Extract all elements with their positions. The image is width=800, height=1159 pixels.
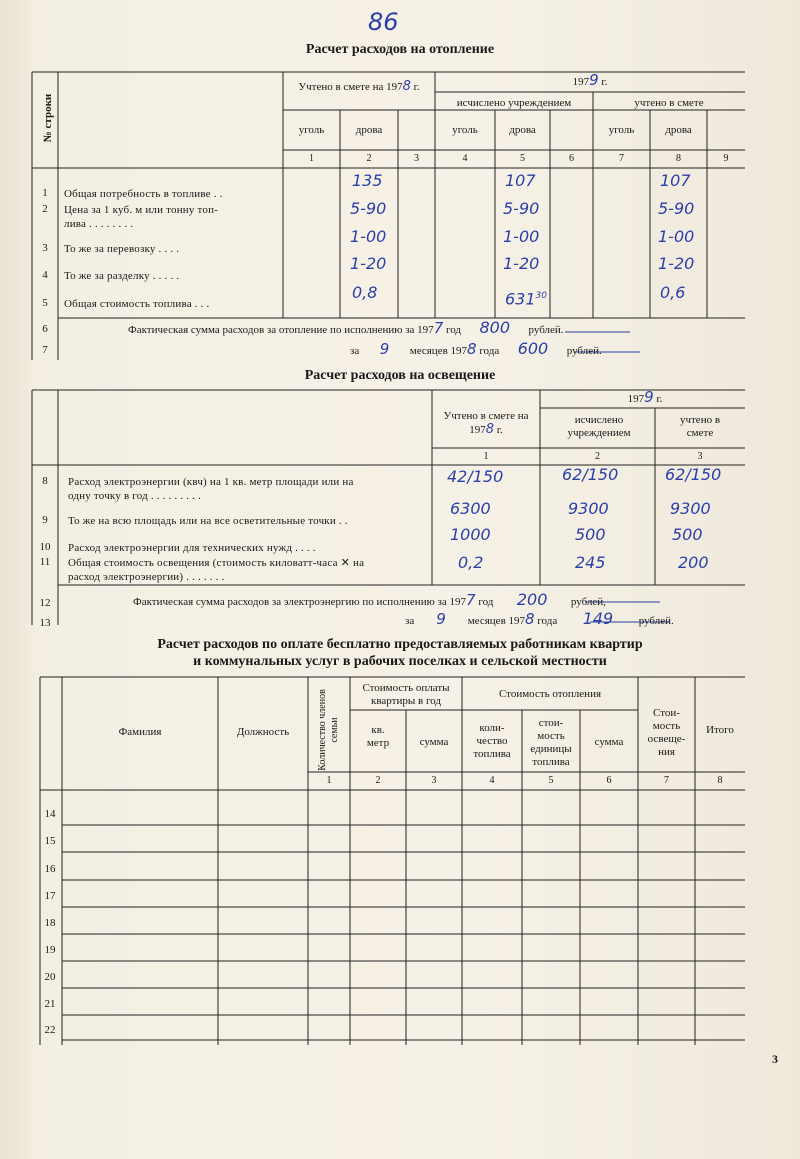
heating-col-num: 6 [569, 153, 574, 164]
lighting-value: 42/150 [447, 467, 504, 486]
heating-value: 1-00 [658, 227, 695, 246]
housing-col-lighting: Стои- мость освеще- ния [647, 707, 686, 758]
lighting-fact-line-13: за 9 месяцев 1978 года 149 рублей. [405, 609, 674, 628]
housing-col-num: 8 [717, 775, 723, 786]
lighting-value: 200 [678, 553, 709, 572]
housing-col-sqm: кв. метр [366, 724, 390, 749]
lighting-row-label: То же на всю площадь или на все осветительные точки . . [68, 515, 348, 527]
row-number: 5 [42, 297, 48, 309]
row-number: 9 [42, 514, 48, 526]
heating-coal-1: уголь [298, 124, 325, 136]
lighting-col-num: 2 [595, 451, 600, 462]
lighting-fact-line-12: Фактическая сумма расходов за электроэнергию по исполнению за 1977 год 200 рублей, [133, 590, 606, 609]
housing-col-num: 3 [431, 775, 437, 786]
row-number-header: № строки [42, 93, 54, 143]
heating-row-label: Общая потребность в топливе . . [64, 188, 223, 200]
lighting-row-label-cont: расход электроэнергии) . . . . . . . [68, 571, 225, 583]
row-number: 2 [42, 203, 48, 215]
heating-row-label: Цена за 1 куб. м или тонну топ- [64, 204, 219, 216]
lighting-value: 9300 [670, 499, 711, 518]
lighting-value: 9300 [568, 499, 609, 518]
housing-col-rent: Стоимость оплаты квартиры в год [362, 682, 450, 707]
heating-row-label: То же за перевозку . . . . [64, 243, 180, 255]
housing-title-line2: и коммунальных услуг в рабочих поселках и сельской местности [193, 654, 607, 669]
lighting-in-estimate: учтено в смете [679, 414, 721, 439]
heating-value: 5-90 [350, 199, 387, 218]
heating-col-num: 2 [366, 153, 372, 164]
heating-value: 5-90 [503, 199, 540, 218]
heating-institution: исчислено учреждением [456, 97, 572, 109]
lighting-value: 1000 [450, 525, 491, 544]
housing-col-surname: Фамилия [118, 726, 162, 738]
housing-title-line1: Расчет расходов по оплате бесплатно предоставляемых работникам квартир [157, 637, 643, 652]
heating-year-label: 1979 г. [572, 71, 608, 89]
row-number: 20 [44, 971, 56, 983]
housing-col-num: 6 [606, 775, 612, 786]
row-number: 8 [42, 475, 48, 487]
lighting-value: 62/150 [562, 465, 619, 484]
row-number: 1 [42, 187, 48, 199]
heating-col-num: 8 [676, 153, 681, 164]
heating-value: 107 [505, 171, 536, 190]
lighting-col-num: 1 [483, 451, 489, 462]
housing-col-num: 7 [664, 775, 669, 786]
lighting-year-label: 1979 г. [627, 388, 663, 406]
heating-value: $631^{30}$ [505, 289, 547, 309]
heating-row-label: То же за разделку . . . . . [64, 270, 180, 282]
row-number: 10 [39, 541, 51, 553]
heating-wood-2: дрова [509, 124, 536, 136]
housing-col-num: 1 [326, 775, 332, 786]
housing-col-num: 4 [489, 775, 495, 786]
lighting-col-num: 3 [697, 451, 703, 462]
heating-wood-3: дрова [665, 124, 692, 136]
heating-col-num: 4 [462, 153, 468, 164]
heating-value: 107 [660, 171, 691, 190]
housing-col-qty: коли- чество топлива [473, 722, 511, 760]
lighting-institution: исчислено учреждением [567, 414, 631, 439]
heating-coal-3: уголь [608, 124, 635, 136]
heating-col-num: 5 [520, 153, 525, 164]
heating-row-label: Общая стоимость топлива . . . [64, 298, 210, 310]
row-number: 17 [44, 890, 56, 902]
page-number: 3 [772, 1052, 778, 1066]
row-number: 14 [44, 808, 56, 820]
row-number: 22 [44, 1024, 56, 1036]
housing-col-total: Итого [706, 724, 734, 736]
row-number: 6 [42, 323, 48, 335]
row-number: 7 [42, 344, 48, 356]
lighting-row-label: Расход электроэнергии для технических нужд . . . . [68, 542, 316, 554]
heating-value: 1-20 [350, 254, 387, 273]
heating-value: 135 [352, 171, 383, 190]
row-number: 11 [39, 556, 51, 568]
housing-col-family: Количество членов семьи [317, 689, 340, 771]
housing-col-heating: Стоимость отопления [498, 688, 602, 700]
row-number: 18 [44, 917, 56, 929]
lighting-title: Расчет расходов на освещение [304, 368, 496, 383]
heating-title: Расчет расходов на отопление [305, 42, 495, 57]
heating-coal-2: уголь [452, 124, 478, 136]
lighting-row-label-cont: одну точку в год . . . . . . . . . [68, 490, 202, 502]
heating-value: 1-00 [350, 227, 387, 246]
housing-col-num: 5 [548, 775, 554, 786]
heating-in-estimate: учтено в смете [634, 97, 704, 109]
row-number: 13 [39, 617, 51, 629]
lighting-est-label: Учтено в смете на 1978 г. [443, 410, 529, 437]
heating-value: 1-00 [503, 227, 540, 246]
row-number: 12 [39, 597, 51, 609]
heating-est-label: Учтено в смете на 1978 г. [298, 79, 420, 94]
heating-value: 1-20 [503, 254, 540, 273]
lighting-row-label: Расход электроэнергии (квч) на 1 кв. метр площади или на [68, 476, 354, 488]
housing-col-num: 2 [375, 775, 381, 786]
lighting-value: 500 [575, 525, 606, 544]
lighting-value: 500 [672, 525, 703, 544]
lighting-value: 0,2 [458, 553, 484, 572]
housing-col-position: Должность [236, 726, 290, 738]
heating-col-num: 9 [723, 153, 729, 164]
heating-fact-line-7: за 9 месяцев 1978 года 600 рублей. [350, 339, 602, 358]
heating-row-label-cont: лива . . . . . . . . [64, 218, 134, 230]
row-number: 19 [44, 944, 56, 956]
heating-col-num: 7 [619, 153, 624, 164]
housing-col-unit-cost: стои- мость единицы топлива [530, 717, 572, 768]
lighting-row-label: Общая стоимость освещения (стоимость киловатт-часа ✕ на [68, 557, 365, 569]
lighting-value: 6300 [450, 499, 491, 518]
heating-col-num: 3 [414, 153, 419, 164]
heating-value: 0,8 [352, 283, 378, 302]
heating-fact-line-6: Фактическая сумма расходов за отопление по исполнению за 1977 год 800 рублей. [128, 318, 564, 337]
heating-value: 0,6 [660, 283, 686, 302]
row-number: 16 [44, 863, 56, 875]
row-number: 3 [42, 242, 48, 254]
lighting-value: 245 [575, 553, 606, 572]
heating-value: 1-20 [658, 254, 695, 273]
housing-col-sum2: сумма [594, 736, 624, 748]
heating-wood-1: дрова [355, 124, 383, 136]
page-mark: 86 [368, 8, 399, 36]
row-number: 21 [44, 998, 56, 1010]
housing-col-sum: сумма [419, 736, 449, 748]
heating-value: 5-90 [658, 199, 695, 218]
lighting-value: 62/150 [665, 465, 722, 484]
heating-col-num: 1 [309, 153, 314, 164]
row-number: 15 [44, 835, 56, 847]
row-number: 4 [42, 269, 48, 281]
